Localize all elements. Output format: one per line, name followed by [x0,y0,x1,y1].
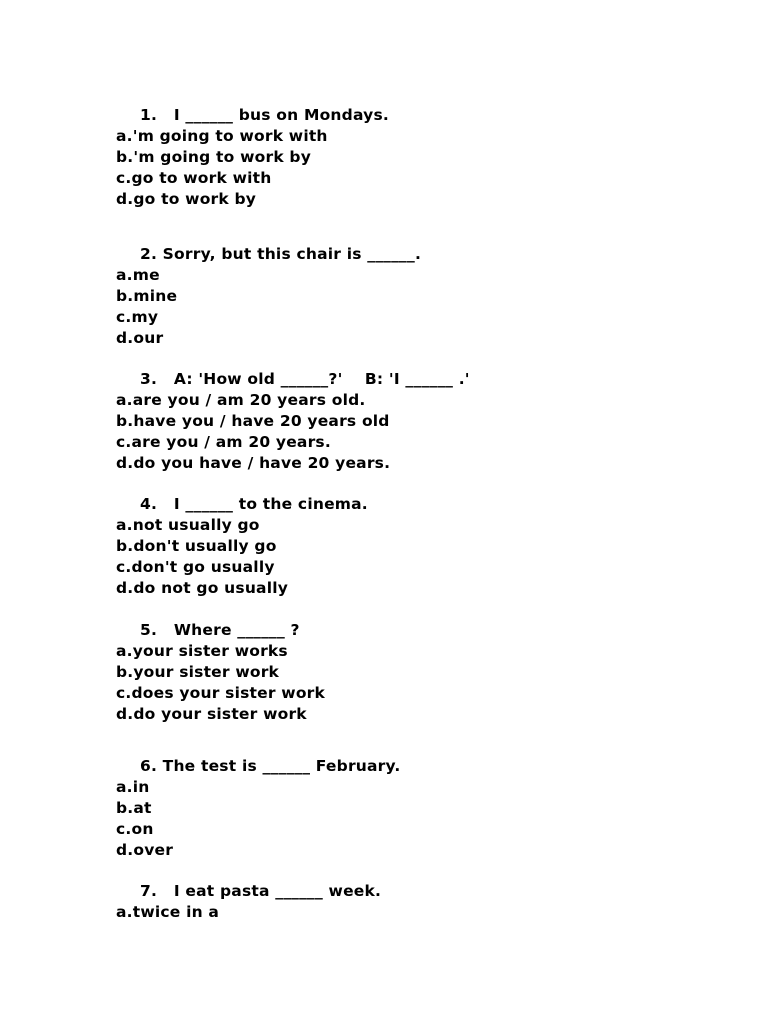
question-6-prompt: 6. The test is ______ February. [140,757,401,775]
question-1-option-b: b.'m going to work by [116,148,312,166]
question-6-option-b: b.at [116,799,152,817]
question-5-prompt: 5. Where ______ ? [140,621,300,639]
question-7-option-a: a.twice in a [116,903,220,921]
question-3-prompt: 3. A: 'How old ______?' B: 'I ______ .' [140,370,470,388]
question-1-option-c: c.go to work with [116,169,272,187]
question-2-option-c: c.my [116,308,159,326]
question-2-option-d: d.our [116,329,164,347]
question-2-prompt: 2. Sorry, but this chair is ______. [140,245,422,263]
question-5-option-b: b.your sister work [116,663,280,681]
question-1-option-a: a.'m going to work with [116,127,328,145]
question-5-option-c: c.does your sister work [116,684,326,702]
question-3-option-b: b.have you / have 20 years old [116,412,390,430]
question-3-option-d: d.do you have / have 20 years. [116,454,391,472]
question-1-prompt: 1. I ______ bus on Mondays. [140,106,389,124]
question-6-option-c: c.on [116,820,154,838]
question-4-option-a: a.not usually go [116,516,260,534]
question-3-option-c: c.are you / am 20 years. [116,433,331,451]
question-4-option-b: b.don't usually go [116,537,277,555]
question-2-option-a: a.me [116,266,160,284]
question-7-prompt: 7. I eat pasta ______ week. [140,882,382,900]
question-1-option-d: d.go to work by [116,190,257,208]
question-2-option-b: b.mine [116,287,178,305]
question-6-option-a: a.in [116,778,150,796]
question-5-option-d: d.do your sister work [116,705,307,723]
question-4-option-d: d.do not go usually [116,579,289,597]
question-3-option-a: a.are you / am 20 years old. [116,391,366,409]
question-5-option-a: a.your sister works [116,642,288,660]
question-4-option-c: c.don't go usually [116,558,275,576]
question-4-prompt: 4. I ______ to the cinema. [140,495,368,513]
question-6-option-d: d.over [116,841,174,859]
